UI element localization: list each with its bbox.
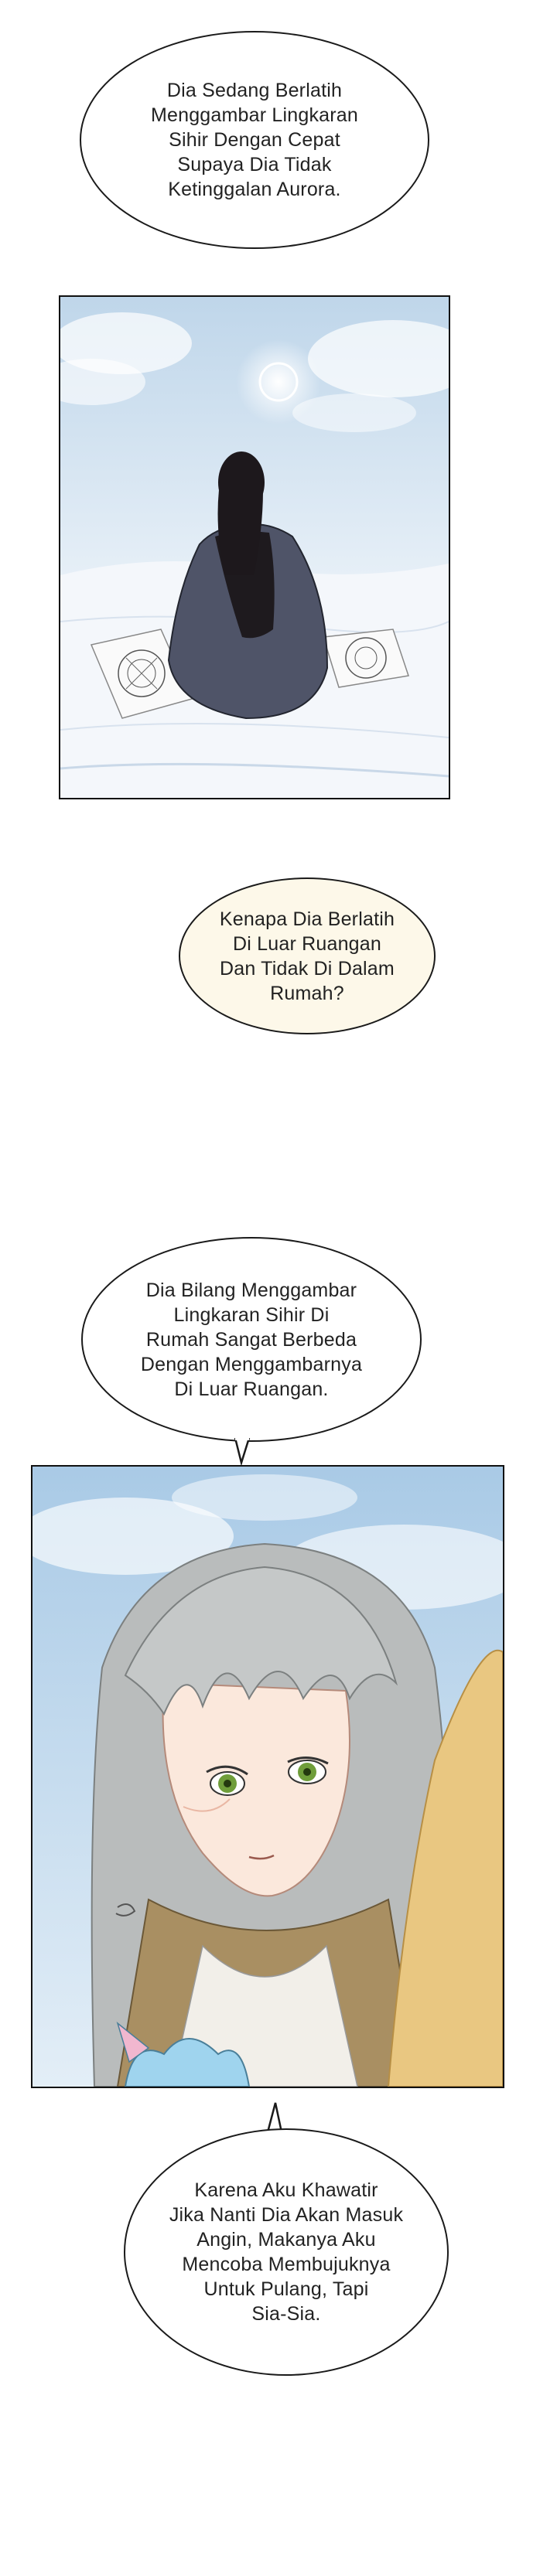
speech-bubble-2-text: Kenapa Dia Berlatih Di Luar Ruangan Dan Tidak Di Dalam Rumah? <box>219 908 395 1004</box>
speech-bubble-4-text: Karena Aku Khawatir Jika Nanti Dia Akan Masuk Angin, Makanya Aku Mencoba Membujuknya Untuk Pulang, Tapi Sia-Sia. <box>169 2179 404 2325</box>
speech-bubble-1 <box>80 31 429 249</box>
speech-bubble-3-text: Dia Bilang Menggambar Lingkaran Sihir Di Rumah Sangat Berbeda Dengan Menggambarnya Di Luar Ruangan. <box>140 1279 363 1400</box>
speech-bubble-3 <box>81 1237 422 1442</box>
speech-bubble-2 <box>179 877 436 1034</box>
speech-bubble-1-text: Dia Sedang Berlatih Menggambar Lingkaran Sihir Dengan Cepat Supaya Dia Tidak Ketinggalan Aurora. <box>150 80 359 200</box>
speech-bubble-4 <box>124 2128 449 2376</box>
sun-glow <box>236 339 321 424</box>
comic-panel-snow-field <box>59 295 450 799</box>
bubble-3-tail <box>232 1436 255 1467</box>
comic-panel-woman-portrait <box>31 1465 504 2088</box>
woman-portrait-illustration <box>32 1467 503 2087</box>
snow-field-illustration <box>60 297 449 798</box>
